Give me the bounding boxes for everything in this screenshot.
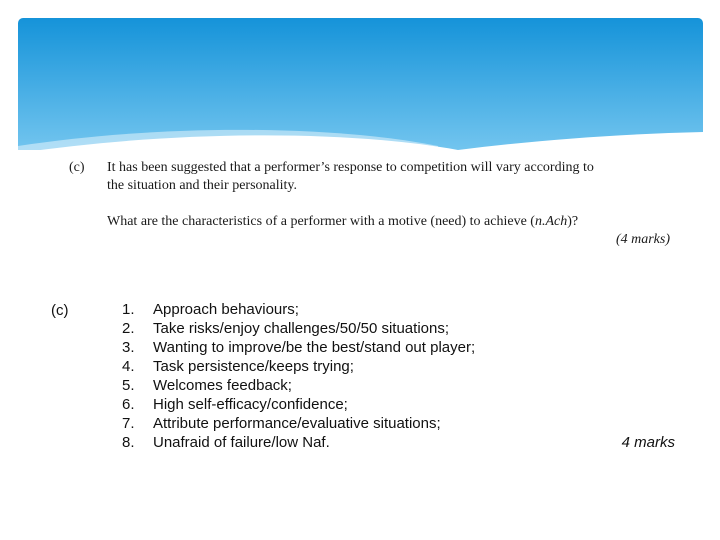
answer-item-number: 2. bbox=[122, 320, 135, 337]
answer-item-text: High self-efficacy/confidence; bbox=[153, 396, 348, 413]
answer-item-text: Approach behaviours; bbox=[153, 301, 299, 318]
answer-item bbox=[122, 300, 475, 319]
answer-item-text: Take risks/enjoy challenges/50/50 situations; bbox=[153, 320, 450, 337]
answer-item-text: Attribute performance/evaluative situations; bbox=[153, 415, 441, 432]
answer-label: (c) bbox=[51, 302, 69, 319]
answer-item-text: Task persistence/keeps trying; bbox=[153, 358, 354, 375]
answer-item-number: 3. bbox=[122, 339, 135, 356]
answer-item-number: 4. bbox=[122, 358, 135, 375]
answer-item bbox=[122, 433, 475, 452]
question-prompt-suffix: )? bbox=[567, 214, 579, 229]
answer-item bbox=[122, 319, 475, 338]
answer-item-text: Wanting to improve/be the best/stand out player; bbox=[153, 339, 476, 356]
answer-item bbox=[122, 357, 475, 376]
question-text-line2: the situation and their personality. bbox=[107, 178, 297, 193]
answer-item-number: 5. bbox=[122, 377, 135, 394]
question-marks: (4 marks) bbox=[615, 232, 670, 247]
answer-marks: 4 marks bbox=[621, 434, 675, 451]
question-prompt-italic: n.Ach bbox=[534, 214, 568, 229]
answer-item bbox=[122, 414, 475, 433]
question-prompt-prefix: What are the characteristics of a performer with a motive (need) to achieve ( bbox=[107, 214, 535, 229]
answer-item-number: 1. bbox=[122, 301, 135, 318]
answer-item bbox=[122, 376, 475, 395]
answer-item-number: 7. bbox=[122, 415, 135, 432]
answer-item-number: 6. bbox=[122, 396, 135, 413]
question-label: (c) bbox=[69, 160, 85, 175]
answer-item-text: Unafraid of failure/low Naf. bbox=[153, 434, 330, 451]
answer-item-text: Welcomes feedback; bbox=[153, 377, 292, 394]
answer-list bbox=[122, 300, 475, 452]
answer-item bbox=[122, 395, 475, 414]
answer-item bbox=[122, 338, 475, 357]
answer-item-number: 8. bbox=[122, 434, 135, 451]
question-prompt bbox=[107, 213, 677, 231]
question-text-line1: It has been suggested that a performer’s response to competition will vary according to bbox=[107, 160, 594, 175]
